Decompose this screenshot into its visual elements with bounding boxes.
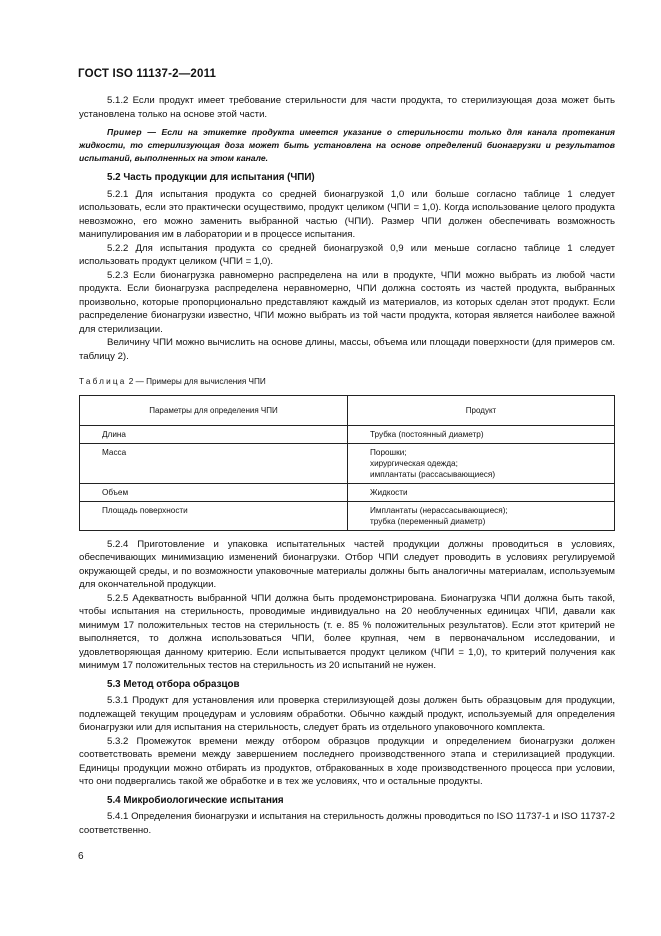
table-row [80,483,615,501]
examples-table [79,395,615,531]
paragraph-5-2-3: 5.2.3 Если бионагрузка равномерно распределена на или в продукте, ЧПИ можно выбрать из любой части продукта. Если бионагрузка распределена неравномерно, ЧПИ должна состоять из частей продукта, выбранных произвольно, которые пропорционально представляют каждый из материалов, из которых сделан этот продукт. Если распределение бионагрузки известно, ЧПИ можно выбрать из той части продукта, которая является наиболее важной для стерилизации. [79,269,615,335]
table-row [80,501,615,530]
paragraph-value: Величину ЧПИ можно вычислить на основе длины, массы, объема или площади поверхности (для примеров см. таблицу 2). [79,337,615,362]
table-cell-product [348,443,615,483]
paragraph-5-3-2: 5.3.2 Промежуток времени между отбором образцов продукции и определением бионагрузки должен соответствовать времени между завершением последнего производственного этапа и стерилизацией продукции. Единицы продукции можно отбирать из продуктов, отбракованных в ходе производственного процесса при условии, что они подвергались такой же обработке и в тех же условиях, что и остальные продукты. [79,735,615,788]
table-cell-param: Площадь поверхности [80,501,348,530]
table-header-product: Продукт [348,395,615,425]
table-row [80,443,615,483]
page-content [79,94,615,842]
product-line: Порошки; [370,447,407,457]
page-number: 6 [78,851,84,862]
table-caption-text: 2 — Примеры для вычисления ЧПИ [126,377,266,387]
table-row [80,425,615,443]
table-cell-param: Масса [80,443,348,483]
table-cell-product [348,501,615,530]
document-header: ГОСТ ISO 11137-2—2011 [78,68,217,80]
product-line: имплантаты (рассасывающиеся) [370,469,496,479]
paragraph-5-1-2: 5.1.2 Если продукт имеет требование стерильности для части продукта, то стерилизующая доза может быть установлена только на основе этой части. [79,95,615,120]
paragraph-5-4-1: 5.4.1 Определения бионагрузки и испытания на стерильность должны проводиться по ISO 11737-1 и ISO 11737-2 соответственно. [79,811,615,836]
table-cell-param: Длина [80,425,348,443]
paragraph-5-2-5: 5.2.5 Адекватность выбранной ЧПИ должна быть продемонстрирована. Бионагрузка ЧПИ должна быть такой, чтобы испытания на стерильность, проводимые индивидуально на 20 необлученных единицах ЧПИ, давали как минимум 17 положительных тестов на стерильность (т. е. 85 % положительных результатов). Если этот критерий не выполняется, то должна использоваться ЧПИ, более крупная, чем в первоначальном исследовании, и удовлетворяющая данному критерию. Если испытывается продукт целиком (ЧПИ = 1,0), то критерий получения как минимум 17 положительных тестов на стерильность из 20 испытаний не нужен. [79,592,615,672]
heading-5-4: 5.4 Микробиологические испытания [107,794,284,806]
example-label: Пример — [107,127,157,137]
table-header-params: Параметры для определения ЧПИ [80,395,348,425]
table-caption-label: Таблица [79,377,127,387]
product-line: Жидкости [370,487,408,497]
paragraph-5-2-2: 5.2.2 Для испытания продукта со средней бионагрузкой 0,9 или меньше согласно таблице 1 следует использовать продукт целиком (ЧПИ = 1,0). [79,242,615,268]
example-note [79,126,615,164]
example-text: Если на этикетке продукта имеется указание о стерильности только для канала протекания жидкости, то стерилизующая доза может быть установлена на основе определений бионагрузки и результатов испытаний, выполненных на этом канале. [79,127,615,163]
heading-5-2: 5.2 Часть продукции для испытания (ЧПИ) [107,172,315,184]
table-cell-product [348,483,615,501]
paragraph-5-3-1: 5.3.1 Продукт для установления или проверка стерилизующей дозы должен быть образцовым для продукции, подлежащей текущим процедурам и условиям обработки. Обычно каждый продукт, используемый для определения бионагрузки или для испытания на стерильность, следует брать из отдельного упаковочного комплекта. [79,695,615,734]
product-line: Имплантаты (нерассасывающиеся); [370,505,508,515]
table-caption [79,375,615,389]
table-header-row [80,395,615,425]
heading-5-3: 5.3 Метод отбора образцов [107,678,240,690]
paragraph-5-2-4: 5.2.4 Приготовление и упаковка испытательных частей продукции должны проводиться в условиях, обеспечивающих минимизацию изменений бионагрузки. Отбор ЧПИ следует проводить в условиях регулируемой окружающей среды, и по возможности упаковочные материалы должны быть аналогичны материалам, используемым для окончательной продукции. [79,538,615,591]
product-line: Трубка (постоянный диаметр) [370,429,484,439]
product-line: хирургическая одежда; [370,458,458,468]
table-cell-product [348,425,615,443]
product-line: трубка (переменный диаметр) [370,516,486,526]
table-cell-param: Объем [80,483,348,501]
paragraph-5-2-1: 5.2.1 Для испытания продукта со средней бионагрузкой 1,0 или больше согласно таблице 1 следует использовать, если это практически осуществимо, продукт целиком (ЧПИ = 1,0). Когда использование целого продукта невозможно, его можно заменить выбранной частью (ЧПИ). Размер ЧПИ должен обеспечивать возможность манипулирования им в лаборатории и в процессе испытания. [79,188,615,241]
